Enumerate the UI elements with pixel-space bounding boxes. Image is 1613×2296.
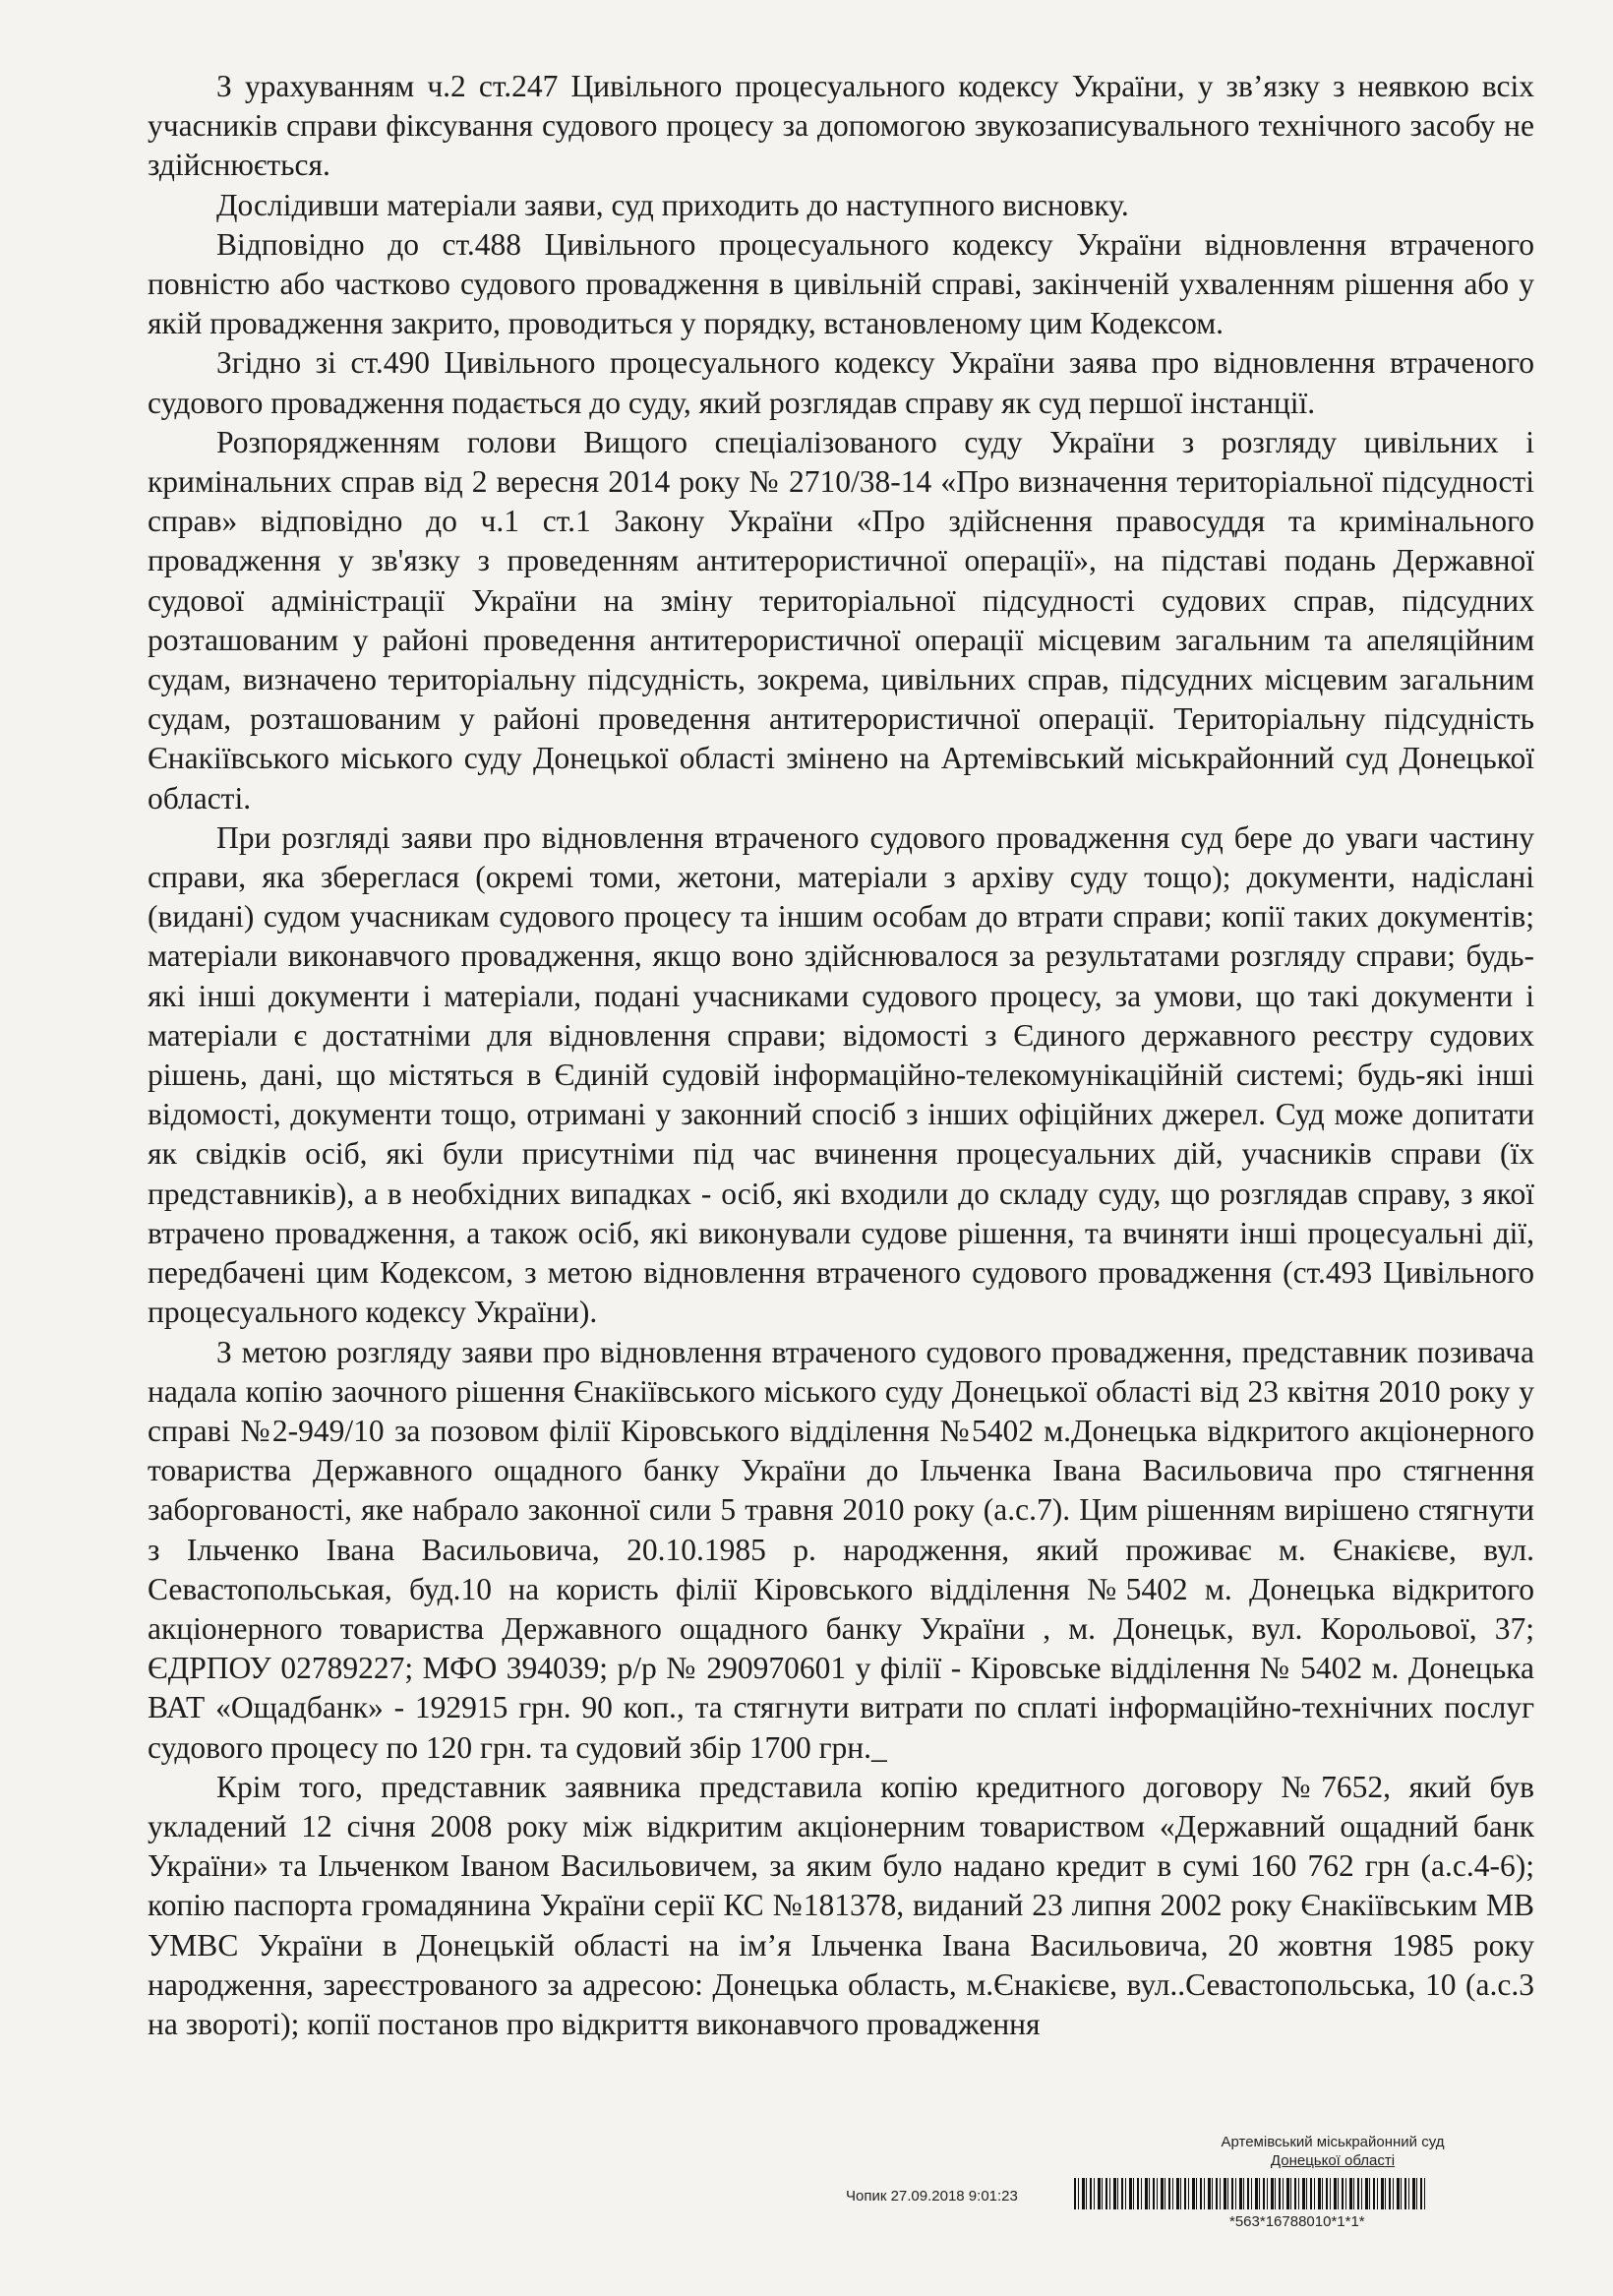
- registrar-timestamp: Чопик 27.09.2018 9:01:23: [846, 2188, 1018, 2205]
- paragraph: З урахуванням ч.2 ст.247 Цивільного процесуального кодексу України, у зв’язку з неявкою всіх учасників справи фіксування судового процесу за допомогою звукозаписувального технічного засобу не здійснюється.: [148, 69, 1534, 183]
- barcode-number: *563*16788010*1*1*: [1229, 2213, 1365, 2230]
- document-body: [148, 67, 1534, 2044]
- paragraph: Згідно зі ст.490 Цивільного процесуального кодексу України заява про відновлення втраченого судового провадження подається до суду, який розглядав справу як суд першої інстанції.: [148, 345, 1534, 420]
- document-footer: [846, 2178, 1554, 2230]
- paragraph: Відповідно до ст.488 Цивільного процесуального кодексу України відновлення втраченого повністю або частково судового провадження в цивільній справі, закінченій ухваленням рішення або у якій провадження закрито, проводиться у порядку, встановленому цим Кодексом.: [148, 226, 1534, 341]
- court-name: Артемівський міськрайонний суд: [1221, 2134, 1445, 2150]
- paragraph: Розпорядженням голови Вищого спеціалізованого суду України з розгляду цивільних і кримінальних справ від 2 вересня 2014 року № 2710/38-14 «Про визначення територіальної підсудності справ» відповідно до ч.1 ст.1 Закону України «Про здійснення правосуддя та кримінального провадження у зв'язку з проведенням антитерористичної операції», на підставі подань Державної судової адміністрації України на зміну територіальної підсудності судових справ, підсудних розташованим у районі проведення антитерористичної операції місцевим загальним та апеляційним судам, визначено територіальну підсудність, зокрема, цивільних справ, підсудних місцевим загальним судам, розташованим у районі проведення антитерористичної операції. Територіальну підсудність Єнакіївського міського суду Донецької області змінено на Артемівський міськрайонний суд Донецької області.: [148, 424, 1534, 816]
- barcode: [1074, 2178, 1428, 2209]
- paragraph: Крім того, представник заявника представила копію кредитного договору №7652, який був укладений 12 січня 2008 року між відкритим акціонерним товариством «Державний ощадний банк України» та Ільченком Іваном Васильовичем, за яким було надано кредит в сумі 160 762 грн (а.с.4-6); копію паспорта громадянина України серії КС №181378, виданий 23 липня 2002 року Єнакіївським МВ УМВС України в Донецькій області на ім’я Ільченка Івана Васильовича, 20 жовтня 1985 року народження, зареєстрованого за адресою: Донецька область, м.Єнакієве, вул..Севастопольська, 10 (а.с.3 на звороті); копії постанов про відкриття виконавчого провадження: [148, 1769, 1534, 2041]
- paragraph: З метою розгляду заяви про відновлення втраченого судового провадження, представник позивача надала копію заочного рішення Єнакіївського міського суду Донецької області від 23 квітня 2010 року у справі №2-949/10 за позовом філії Кіровського відділення №5402 м.Донецька відкритого акціонерного товариства Державного ощадного банку України до Ільченка Івана Васильовича про стягнення заборгованості, яке набрало законної сили 5 травня 2010 року (а.с.7). Цим рішенням вирішено стягнути з Ільченко Івана Васильовича, 20.10.1985 р. народження, який проживає м. Єнакієве, вул. Севастопольськая, буд.10 на користь філії Кіровського відділення №5402 м. Донецька відкритого акціонерного товариства Державного ощадного банку України , м. Донецьк, вул. Корольової, 37; ЄДРПОУ 02789227; МФО 394039; р/р № 290970601 у філії - Кіровське відділення № 5402 м. Донецька ВАТ «Ощадбанк» - 192915 грн. 90 коп., та стягнути витрати по сплаті інформаційно-технічних послуг судового процесу по 120 грн. та судовий збір 1700 грн._: [148, 1334, 1534, 1765]
- court-stamp: [1170, 2133, 1495, 2170]
- paragraph: При розгляді заяви про відновлення втраченого судового провадження суд бере до уваги частину справи, яка збереглася (окремі томи, жетони, матеріали з архіву суду тощо); документи, надіслані (видані) судом учасникам судового процесу та іншим особам до втрати справи; копії таких документів; матеріали виконавчого провадження, якщо воно здійснювалося за результатами розгляду справи; будь-які інші документи і матеріали, подані учасниками судового процесу, за умови, що такі документи і матеріали є достатніми для відновлення справи; відомості з Єдиного державного реєстру судових рішень, дані, що містяться в Єдиній судовій інформаційно-телекомунікаційній системі; будь-які інші відомості, документи тощо, отримані у законний спосіб з інших офіційних джерел. Суд може допитати як свідків осіб, які були присутніми під час вчинення процесуальних дій, учасників справи (їх представників), а в необхідних випадках - осіб, які входили до складу суду, що розглядав справу, з якої втрачено провадження, а також осіб, які виконували судове рішення, та вчиняти інші процесуальні дії, передбачені цим Кодексом, з метою відновлення втраченого судового провадження (ст.493 Цивільного процесуального кодексу України).: [148, 819, 1534, 1330]
- court-region: Донецької області: [1270, 2152, 1396, 2169]
- paragraph: Дослідивши матеріали заяви, суд приходить до наступного висновку.: [216, 187, 1129, 222]
